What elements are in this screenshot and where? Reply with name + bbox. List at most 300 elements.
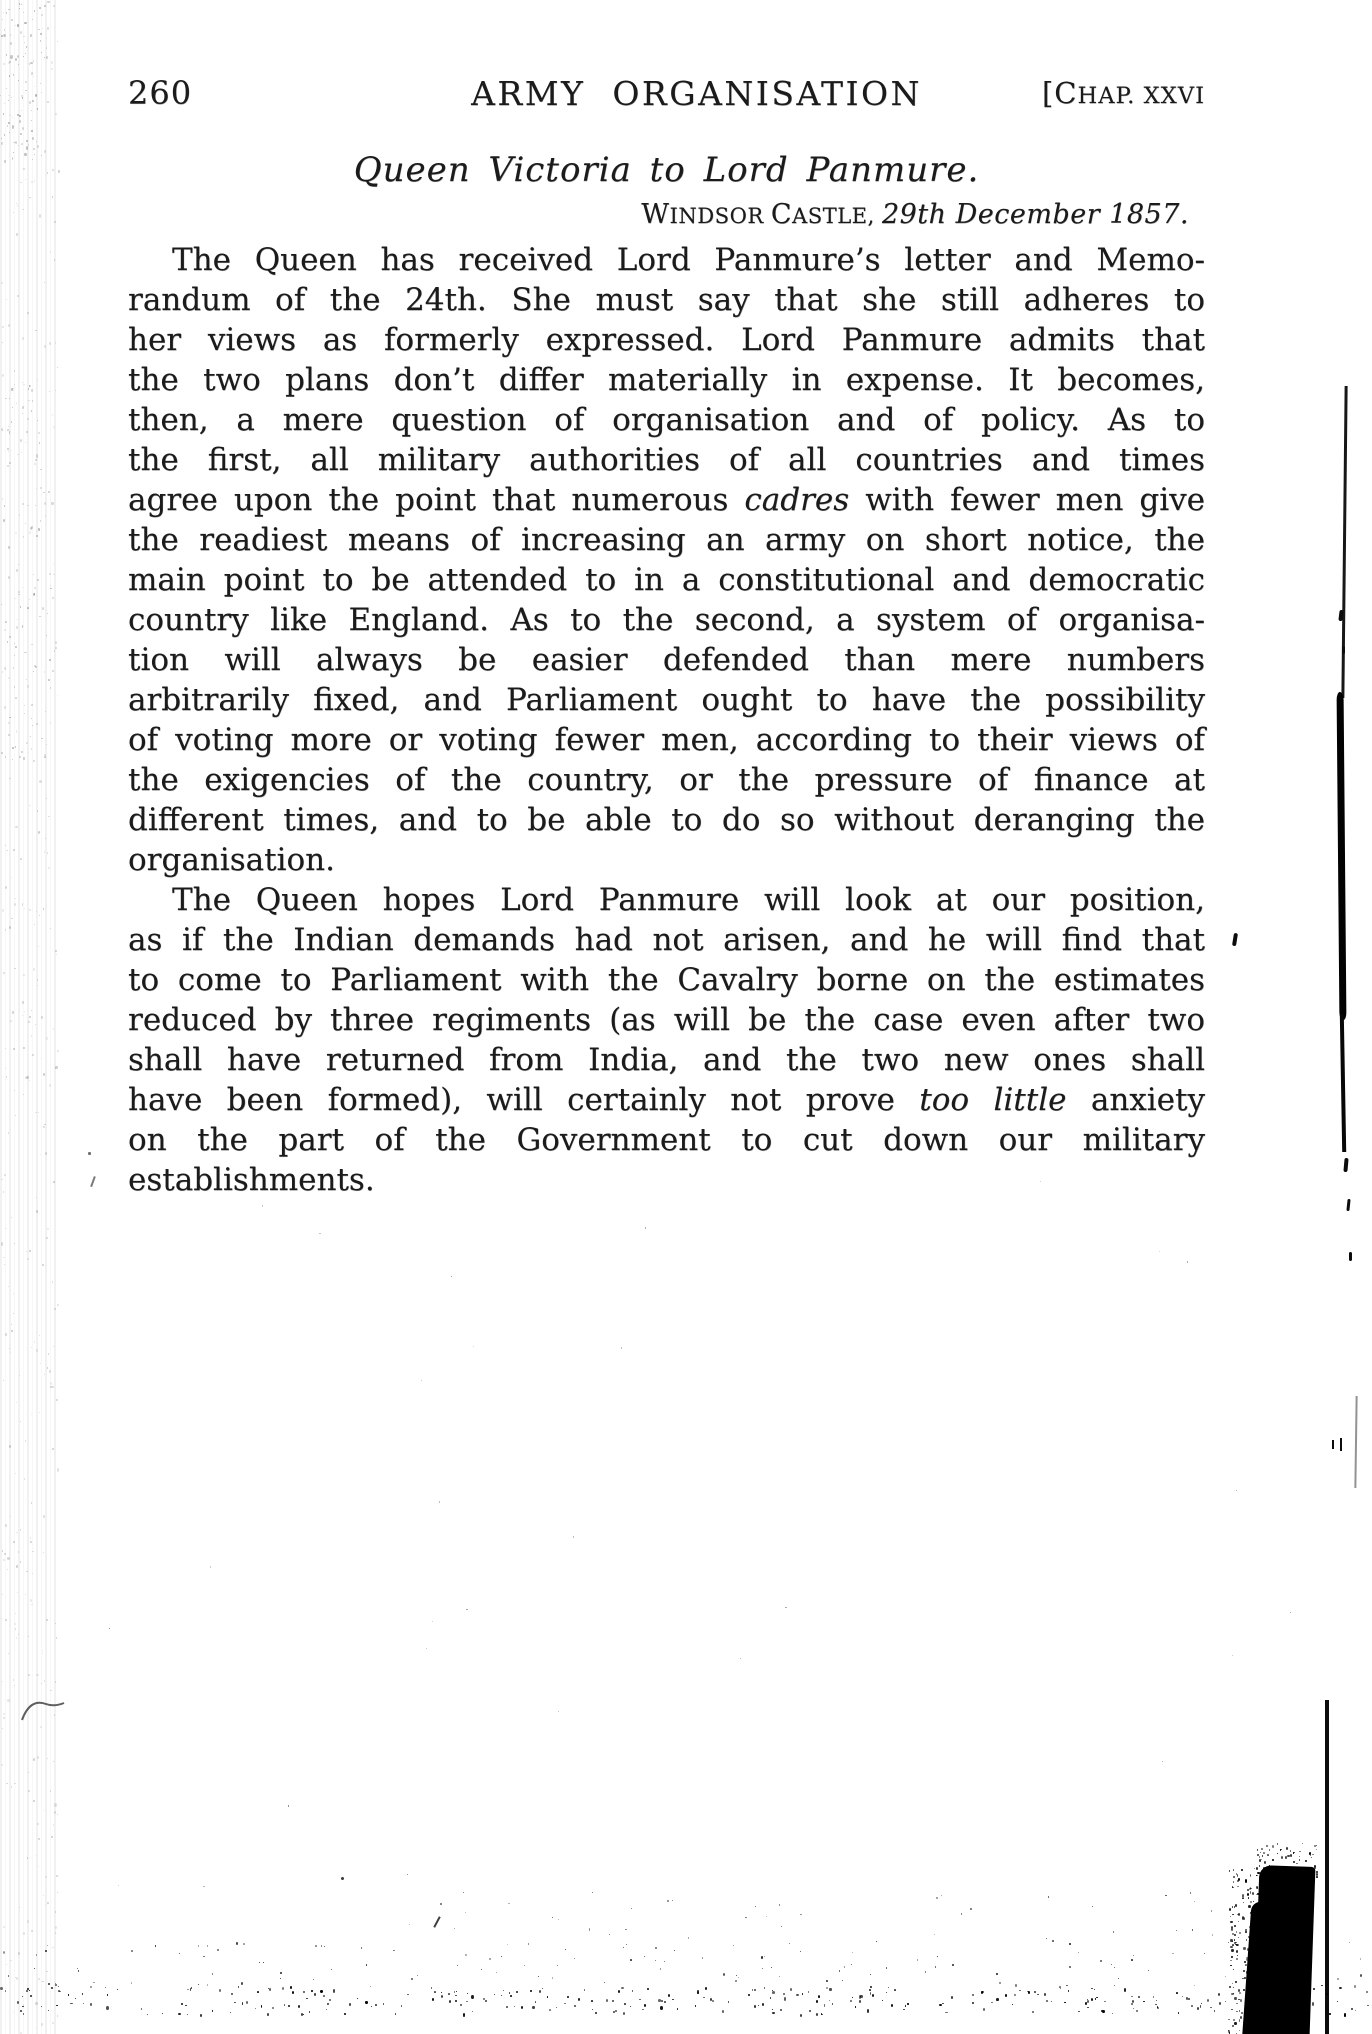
text-segment: organisation.: [128, 842, 335, 878]
speckle: [117, 1989, 118, 1991]
speckle: [313, 1979, 314, 1980]
speckle: [467, 1993, 468, 1994]
speckle: [1230, 1916, 1231, 1917]
text-line: [128, 1080, 1205, 1120]
speckle: [1234, 2022, 1236, 2025]
speckle: [655, 1960, 657, 1961]
speckle: [606, 1999, 608, 2002]
speckle: [118, 1885, 119, 1887]
speckle: [886, 1967, 887, 1969]
text-line: [128, 1120, 1205, 1160]
speckle: [612, 2000, 614, 2002]
speckle: [1245, 1931, 1248, 1933]
speckle: [1212, 1934, 1213, 1936]
speckle: [1243, 1970, 1246, 1973]
speckle: [509, 1992, 510, 1994]
speckle: [1005, 1994, 1007, 1997]
speckle: [1234, 1934, 1236, 1936]
speckle: [723, 1973, 725, 1976]
speckle: [821, 2013, 823, 2015]
speckle: [481, 1969, 482, 1970]
speckle: [961, 1913, 962, 1915]
speckle: [1136, 2010, 1138, 2012]
speckle: [779, 1904, 780, 1905]
speckle: [1290, 1854, 1292, 1857]
speckle: [859, 2000, 861, 2003]
speckle: [1028, 1991, 1030, 1994]
speckle: [1321, 1985, 1322, 1987]
speckle: [832, 2003, 833, 2005]
speckle: [736, 1975, 738, 1977]
speckle: [448, 1993, 451, 1995]
text-segment: the exigencies of the country, or the pressure of finance at: [128, 762, 1205, 798]
speckle: [869, 1989, 871, 1992]
speckle: [547, 1996, 549, 1998]
speckle: [411, 1978, 412, 1980]
speckle: [198, 1984, 199, 1985]
speckle: [1239, 1992, 1241, 1994]
speckle: [370, 1986, 371, 1987]
speckle: [1237, 1874, 1239, 1877]
speckle: [1233, 1969, 1234, 1971]
speckle: [516, 1991, 518, 1994]
speckle: [1112, 2013, 1113, 2015]
text-segment: ASTLE,: [792, 203, 882, 228]
speckle: [440, 1903, 442, 1905]
running-title: ARMY ORGANISATION: [471, 74, 922, 113]
speckle: [238, 1986, 240, 1988]
speckle: [1250, 1891, 1252, 1894]
text-line: [128, 440, 1205, 480]
text-segment: too little: [919, 1082, 1067, 1118]
speckle: [1048, 1896, 1050, 1898]
speckle: [58, 170, 60, 173]
speckle: [1256, 1894, 1257, 1895]
speckle: [439, 1501, 441, 1504]
speckle: [859, 1995, 862, 1999]
speckle: [1248, 1905, 1251, 1908]
speckle: [1299, 1856, 1300, 1858]
speckle: [800, 2014, 803, 2017]
speckle: [1229, 1986, 1231, 1988]
speckle: [1200, 2005, 1202, 2008]
speckle: [624, 2003, 626, 2006]
speckle: [1367, 2005, 1369, 2006]
speckle: [460, 2004, 462, 2006]
speckle: [642, 2009, 644, 2011]
speckle: [1101, 2010, 1103, 2013]
text-segment: C: [770, 199, 793, 230]
speckle: [870, 1974, 871, 1975]
speckle: [894, 1989, 896, 1991]
scan-streak: [1337, 692, 1347, 1020]
speckle: [1235, 1944, 1236, 1945]
speckle: [349, 2003, 351, 2007]
speckle: [1182, 1996, 1183, 1997]
speckle: [1113, 1931, 1114, 1932]
speckle: [241, 1982, 243, 1985]
speckle: [532, 2006, 535, 2009]
speckle: [1281, 1856, 1283, 1859]
speckle: [1250, 1874, 1252, 1876]
speckle: [981, 1991, 983, 1994]
speckle: [1230, 1960, 1232, 1962]
speckle: [738, 1977, 739, 1978]
speckle: [109, 1628, 110, 1629]
speckle: [564, 2003, 566, 2005]
speckle: [664, 2001, 666, 2003]
speckle: [301, 2013, 303, 2016]
speckle: [1235, 1942, 1236, 1944]
speckle: [1197, 2007, 1199, 2010]
speckle: [996, 1973, 998, 1974]
speckle: [105, 1987, 106, 1988]
speckle: [107, 1994, 109, 1996]
speckle: [829, 2000, 830, 2001]
speckle: [712, 2000, 714, 2003]
speckle: [333, 1989, 335, 1992]
speckle: [702, 1957, 703, 1959]
letter-body: [128, 240, 1205, 1200]
speckle: [542, 1988, 543, 1989]
speckle: [567, 1996, 569, 1999]
scan-mark: [341, 1877, 344, 1880]
speckle: [991, 2002, 992, 2003]
speckle: [809, 2010, 811, 2012]
speckle: [1250, 1875, 1251, 1876]
speckle: [972, 2002, 974, 2005]
speckle: [506, 2006, 507, 2008]
speckle: [1257, 1872, 1259, 1874]
speckle: [779, 1976, 780, 1977]
speckle: [630, 1959, 632, 1961]
speckle: [722, 2010, 724, 2013]
speckle: [1311, 1857, 1313, 1859]
speckle: [1159, 1251, 1160, 1252]
speckle: [1232, 1655, 1233, 1657]
speckle: [748, 1994, 750, 1995]
speckle: [434, 1991, 436, 1993]
speckle: [772, 1990, 773, 1991]
speckle: [1157, 2007, 1159, 2009]
speckle: [1191, 2005, 1193, 2007]
speckle: [1012, 2004, 1013, 2006]
speckle: [528, 1943, 529, 1945]
speckle: [626, 1944, 627, 1945]
speckle: [925, 1971, 926, 1973]
speckle: [661, 2000, 663, 2002]
speckle: [1238, 1913, 1240, 1916]
speckle: [217, 1949, 219, 1952]
speckle: [1046, 2000, 1048, 2002]
speckle: [1238, 1937, 1240, 1939]
speckle: [1064, 2002, 1065, 2004]
speckle: [1102, 2010, 1105, 2013]
speckle: [1228, 2030, 1229, 2031]
speckle: [764, 1956, 765, 1957]
speckle: [421, 1380, 422, 1381]
speckle: [1234, 1925, 1236, 1927]
scan-mark: [1332, 1440, 1334, 1449]
speckle: [230, 2012, 231, 2013]
speckle: [1230, 1939, 1233, 1942]
speckle: [1259, 1856, 1260, 1858]
speckle: [1096, 1997, 1098, 1999]
speckle: [93, 1982, 95, 1984]
speckle: [697, 1992, 699, 1994]
speckle: [762, 1968, 763, 1969]
speckle: [735, 1980, 737, 1982]
speckle: [783, 1993, 785, 1995]
speckle: [257, 1991, 259, 1993]
speckle: [668, 1994, 671, 1997]
speckle: [1248, 1897, 1249, 1899]
speckle: [1234, 1997, 1237, 2000]
speckle: [766, 1916, 767, 1917]
speckle: [1239, 2010, 1241, 2012]
speckle: [1264, 1861, 1266, 1864]
speckle: [473, 1346, 474, 1347]
speckle: [261, 2005, 262, 2007]
speckle: [999, 1982, 1001, 1983]
speckle: [267, 2013, 269, 2016]
speckle: [1231, 1993, 1234, 1995]
speckle: [1240, 1999, 1242, 2002]
text-segment: randum of the 24th. She must say that she still adheres to: [128, 282, 1205, 318]
speckle: [1019, 1990, 1021, 1991]
speckle: [745, 1917, 747, 1919]
speckle: [1234, 1939, 1236, 1941]
speckle: [1316, 1849, 1317, 1850]
speckle: [1340, 1987, 1342, 1989]
speckle: [1232, 1914, 1233, 1915]
speckle: [573, 1536, 574, 1537]
scan-streak: [1340, 1014, 1346, 1152]
text-line: [128, 960, 1205, 1000]
speckle: [1233, 1876, 1235, 1878]
speckle: [1172, 1953, 1174, 1955]
speckle: [530, 1990, 532, 1993]
speckle: [1242, 1894, 1245, 1898]
speckle: [303, 1991, 305, 1994]
speckle: [1078, 2011, 1080, 2012]
scan-mark: [90, 1176, 95, 1187]
speckle: [1314, 1865, 1316, 1867]
speckle: [263, 1962, 264, 1963]
speckle: [816, 2013, 818, 2016]
scan-mark: [1342, 646, 1345, 654]
speckle: [824, 2004, 826, 2006]
speckle: [1091, 1998, 1093, 2001]
speckle: [203, 1956, 204, 1958]
scan-mark: [433, 1916, 440, 1928]
speckle: [1087, 2000, 1089, 2004]
speckle: [1235, 1981, 1237, 1983]
speckle: [1261, 1859, 1263, 1861]
letter-title: Queen Victoria to Lord Panmure.: [353, 150, 980, 190]
speckle: [754, 1989, 756, 1991]
speckle: [850, 2000, 852, 2002]
speckle: [1299, 1859, 1300, 1861]
speckle: [1225, 1976, 1226, 1977]
speckle: [311, 1990, 314, 1992]
paragraph-1: [128, 240, 1205, 880]
speckle: [592, 2009, 593, 2010]
speckle: [321, 1945, 322, 1947]
speckle: [1299, 1851, 1301, 1853]
speckle: [1194, 1901, 1195, 1902]
speckle: [1232, 1933, 1234, 1935]
speckle: [772, 1991, 774, 1994]
speckle: [147, 2014, 149, 2015]
speckle: [1236, 1873, 1237, 1874]
speckle: [860, 1995, 863, 1998]
speckle: [1272, 1859, 1274, 1861]
speckle: [771, 1967, 772, 1968]
speckle: [77, 1968, 78, 1969]
speckle: [1233, 1869, 1235, 1872]
speckle: [942, 2003, 944, 2004]
speckle: [1237, 1886, 1239, 1888]
speckle: [578, 1998, 580, 2001]
speckle: [1247, 1889, 1249, 1891]
speckle: [785, 1607, 786, 1608]
speckle: [1242, 1978, 1244, 1979]
scan-streak: [1325, 1700, 1329, 2034]
speckle: [292, 1991, 294, 1994]
speckle: [393, 1950, 394, 1951]
speckle: [728, 2001, 729, 2003]
speckle: [219, 1989, 221, 1993]
speckle: [1296, 1863, 1298, 1865]
speckle: [83, 2003, 84, 2004]
speckle: [483, 1998, 485, 2000]
speckle: [688, 1937, 689, 1938]
speckle: [507, 1944, 508, 1945]
speckle: [1234, 1942, 1236, 1944]
speckle: [842, 1980, 843, 1981]
speckle: [1234, 1906, 1235, 1908]
speckle: [1339, 1987, 1341, 1989]
speckle: [1046, 1938, 1047, 1939]
speckle: [855, 2006, 857, 2008]
speckle: [1230, 1921, 1233, 1924]
speckle: [1344, 2013, 1347, 2017]
text-segment: the readiest means of increasing an army on short notice, the: [128, 522, 1205, 558]
speckle: [1280, 1849, 1282, 1851]
text-segment: INDSOR: [669, 203, 771, 228]
speckle: [772, 2009, 773, 2010]
speckle: [557, 1965, 559, 1966]
chapter-reference: [1042, 76, 1205, 110]
speckle: [1254, 1868, 1256, 1870]
speckle: [1037, 1994, 1039, 1995]
speckle: [1233, 1881, 1234, 1883]
speckle: [941, 1895, 942, 1896]
speckle: [426, 1648, 427, 1649]
speckle: [1237, 1955, 1238, 1957]
speckle: [1091, 1988, 1092, 1989]
speckle: [1190, 1892, 1191, 1893]
text-segment: XXVI: [1143, 83, 1205, 109]
letter-dateline: [128, 199, 1205, 230]
text-segment: arbitrarily fixed, and Parliament ought to have the possibility: [128, 682, 1205, 718]
speckle: [1156, 2000, 1157, 2002]
speckle: [441, 1992, 443, 1993]
speckle: [1060, 1988, 1061, 1989]
speckle: [210, 1566, 211, 1568]
speckle: [1293, 1852, 1295, 1854]
speckle: [1027, 1991, 1029, 1993]
speckle: [1293, 1852, 1295, 1854]
speckle: [945, 2012, 947, 2014]
speckle: [1349, 1942, 1350, 1943]
text-segment: then, a mere question of organisation and of policy. As to: [128, 402, 1205, 438]
speckle: [407, 1874, 408, 1875]
text-line: [128, 880, 1205, 920]
speckle: [667, 1900, 669, 1902]
speckle: [867, 2009, 869, 2012]
text-line: [128, 1040, 1205, 1080]
speckle: [395, 2013, 396, 2015]
speckle: [1230, 1965, 1232, 1967]
speckle: [472, 2011, 473, 2012]
speckle: [621, 1347, 622, 1349]
speckle: [1250, 1888, 1252, 1890]
speckle: [886, 1992, 887, 1993]
speckle: [613, 2011, 615, 2013]
speckle: [1235, 1904, 1237, 1907]
speckle: [181, 2003, 183, 2005]
speckle: [1366, 1991, 1368, 1993]
speckle: [952, 1964, 954, 1966]
text-segment: of voting more or voting fewer men, according to their views of: [128, 722, 1205, 758]
speckle: [162, 2013, 164, 2014]
text-line: [128, 640, 1205, 680]
speckle: [290, 1986, 292, 1989]
speckle: [466, 1609, 467, 1611]
speckle: [1232, 1887, 1233, 1888]
speckle: [1360, 1958, 1362, 1960]
speckle: [1231, 1949, 1234, 1952]
speckle: [623, 1947, 624, 1948]
text-segment: the two plans don’t differ materially in expense. It becomes,: [128, 362, 1205, 398]
speckle: [298, 2005, 300, 2008]
speckle: [970, 1908, 972, 1910]
speckle: [70, 2003, 72, 2005]
text-segment: reduced by three regiments (as will be the case even after two: [128, 1002, 1205, 1038]
speckle: [609, 1934, 610, 1935]
speckle: [207, 1984, 209, 1986]
speckle: [1305, 1860, 1307, 1862]
speckle: [1259, 1865, 1261, 1867]
speckle: [309, 2011, 310, 2013]
speckle: [784, 1997, 786, 2001]
page-header: [128, 72, 1205, 112]
speckle: [1178, 2012, 1180, 2014]
speckle: [365, 2001, 368, 2005]
speckle: [888, 1987, 889, 1988]
speckle: [243, 1943, 245, 1945]
speckle: [1236, 1944, 1238, 1946]
speckle: [1232, 2025, 1234, 2027]
text-line: [128, 520, 1205, 560]
speckle: [371, 2006, 372, 2007]
speckle: [905, 2005, 906, 2007]
speckle: [851, 1964, 852, 1965]
text-line: [128, 680, 1205, 720]
speckle: [695, 2005, 696, 2007]
